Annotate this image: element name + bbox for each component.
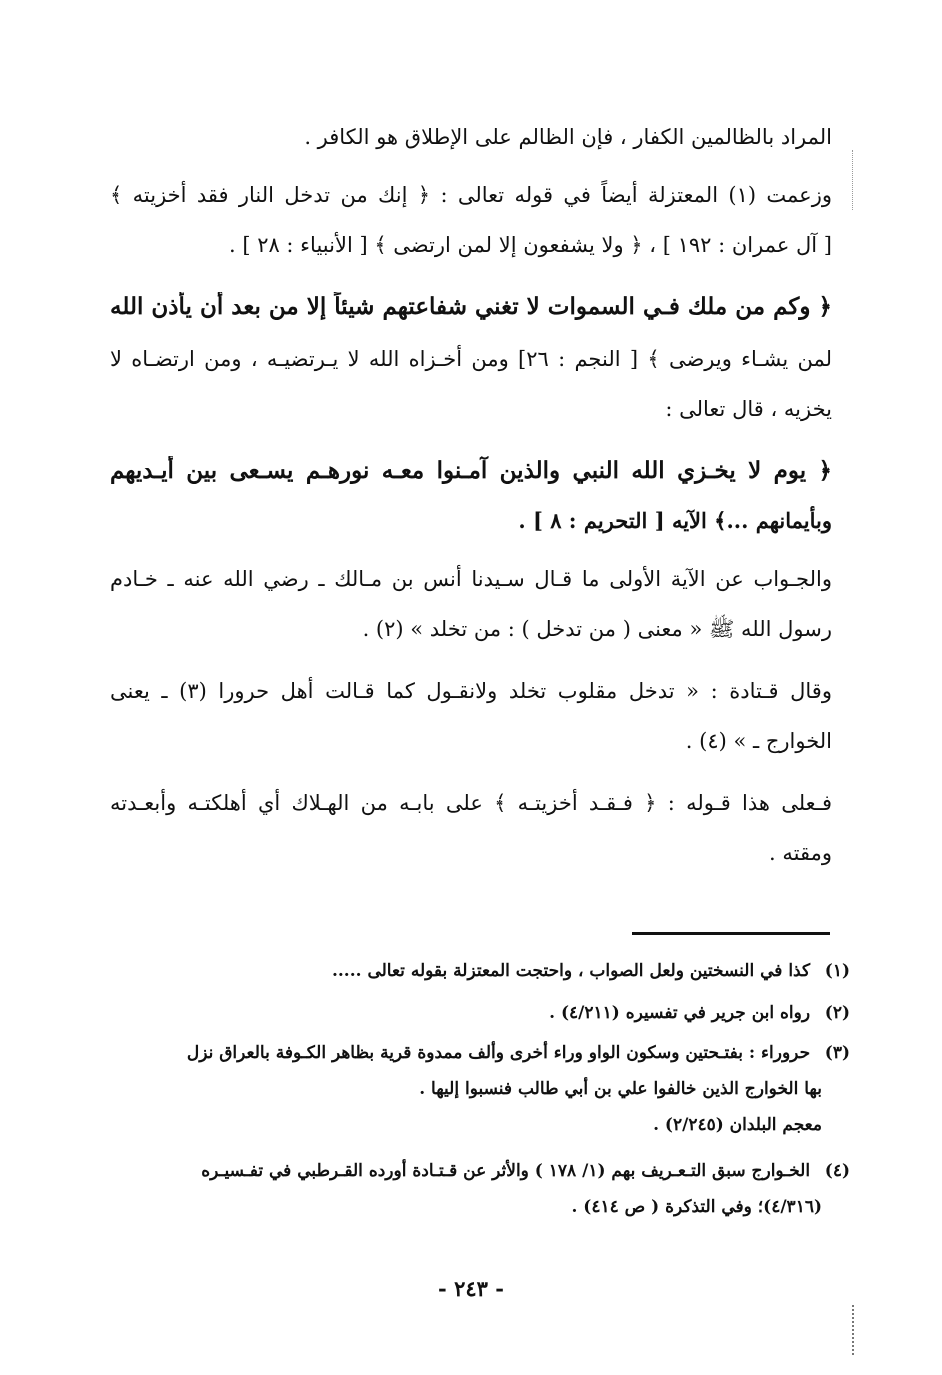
body-line-10: فـعلى هذا قـوله : ﴿ فـقـد أخزيتـه ﴾ على بابـه من الهـلاك أي أهلكتـه وأبعـدته [110,791,832,815]
footnote-separator [632,932,830,935]
body-line-4: لمن يشـاء ويرضى ﴾ [ النجم : ٢٦] ومن أخـزاه الله لا يـرتضيـه ، ومن ارتضـاه لا [110,347,832,371]
footnote-2 [110,1000,850,1026]
footnote-4 [110,1158,850,1184]
footnote-text: حروراء : بفتـحتين وسكون الواو وراء أخرى وألف ممدوة قرية بظاهر الكـوفة بالعراق نزل [186,1043,811,1063]
margin-scan-marks [852,150,855,210]
page-number: - ٢٤٣ - [438,1276,504,1301]
footnote-number: (٣) [824,1043,850,1063]
footnote-3-line-3: معجم البلدان (٢/٢٤٥) . [653,1115,822,1135]
footnote-4-line-2: (٤/٣١٦)؛ وفي التذكرة ( ص ٤١٤) . [571,1197,822,1217]
footnote-number: (١) [824,961,850,981]
footnote-3-line-2: بها الخوارج الذين خالفوا علي بن أبي طالب فنسبوا إليها . [419,1079,822,1099]
footnote-1 [110,958,850,984]
body-line-7: رسول الله ﷺ « معنى ( من تدخل ) : من تخلد » (٢) . [362,617,832,641]
body-line-8: وقال قـتادة : « تدخل مقلوب تخلد ولانقـول كما قـالت أهل حرورا (٣) ـ يعنى [110,679,832,703]
margin-scan-marks [852,1305,856,1355]
body-line-3: [ آل عمران : ١٩٢ ] ، ﴿ ولا يشفعون إلا لمن ارتضى ﴾ [ الأنبياء : ٢٨ ] . [228,233,832,257]
body-line-1: المراد بالظالمين الكفار ، فإن الظالم على الإطلاق هو الكافر . [304,125,832,149]
body-line-11: ومقته . [769,841,832,865]
verse-line-3: وبأيمانهم ...﴾ الآيه [ التحريم : ٨ ] . [518,508,832,533]
footnote-3 [110,1040,850,1066]
verse-line-1: ﴿ وكم من ملك فـي السموات لا تغني شفاعتهم شيئاً إلا من بعد أن يأذن الله [110,293,832,320]
footnote-text: الخـوارج سبق التـعـريف بهم (١/ ١٧٨ ) والأثر عن قـتـادة أورده القـرطبي في تفـسيـره [201,1161,811,1181]
body-line-9: الخوارج ـ » (٤) . [685,729,832,753]
footnote-text: كذا في النسختين ولعل الصواب ، واحتجت المعتزلة بقوله تعالى ..... [331,961,811,981]
body-line-5: يخزيه ، قال تعالى : [665,397,832,421]
verse-line-2: ﴿ يوم لا يخـزي الله النبي والذين آمـنوا معـه نورهـم يسـعى بين أيـديهم [110,457,832,484]
footnote-text: رواه ابن جرير في تفسيره (٤/٢١١) . [549,1003,811,1023]
footnote-number: (٢) [824,1003,850,1023]
body-line-2: وزعمت (١) المعتزلة أيضاً في قوله تعالى : ﴿ إنك من تدخل النار فقد أخزيته ﴾ [110,183,832,207]
footnote-number: (٤) [824,1161,850,1181]
body-line-6: والجـواب عن الآية الأولى ما قـال سـيدنا أنس بن مـالك ـ رضي الله عنه ـ خـادم [110,567,832,591]
